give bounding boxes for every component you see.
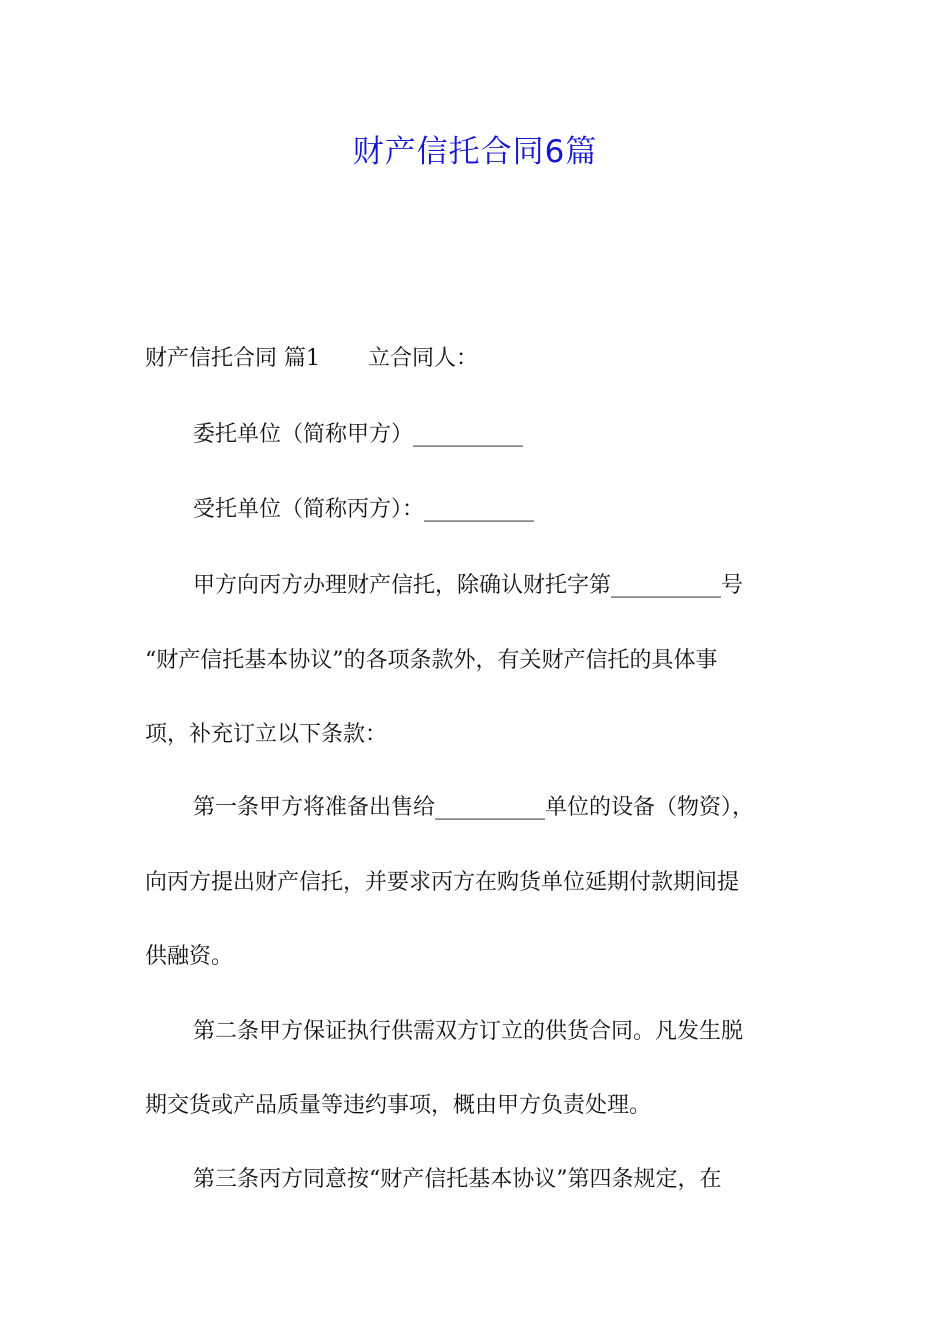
text-line-10: 第二条甲方保证执行供需双方订立的供货合同。凡发生脱 bbox=[193, 1019, 744, 1044]
text-line-7: 第一条甲方将准备出售给__________单位的设备（物资）， bbox=[193, 795, 755, 820]
text-line-2: 委托单位（简称甲方）__________ bbox=[193, 422, 524, 447]
document-title: 财产信托合同6篇 bbox=[352, 134, 598, 170]
text-line-12: 第三条丙方同意按“财产信托基本协议”第四条规定，在 bbox=[193, 1167, 722, 1192]
text-line-4: 甲方向丙方办理财产信托，除确认财托字第__________号 bbox=[193, 573, 744, 598]
text-line-8: 向丙方提出财产信托，并要求丙方在购货单位延期付款期间提 bbox=[145, 870, 740, 895]
text-line-9: 供融资。 bbox=[145, 944, 234, 969]
parties-label: 立合同人： bbox=[368, 346, 479, 371]
text-line-11: 期交货或产品质量等违约事项，概由甲方负责处理。 bbox=[145, 1093, 652, 1118]
text-line-3: 受托单位（简称丙方）：__________ bbox=[193, 497, 535, 522]
section-heading: 财产信托合同 篇1 bbox=[145, 346, 320, 371]
text-line-6: 项，补充订立以下条款： bbox=[145, 722, 388, 747]
text-line-5: “财产信托基本协议”的各项条款外，有关财产信托的具体事 bbox=[145, 648, 718, 673]
text-line-1 bbox=[145, 342, 815, 376]
